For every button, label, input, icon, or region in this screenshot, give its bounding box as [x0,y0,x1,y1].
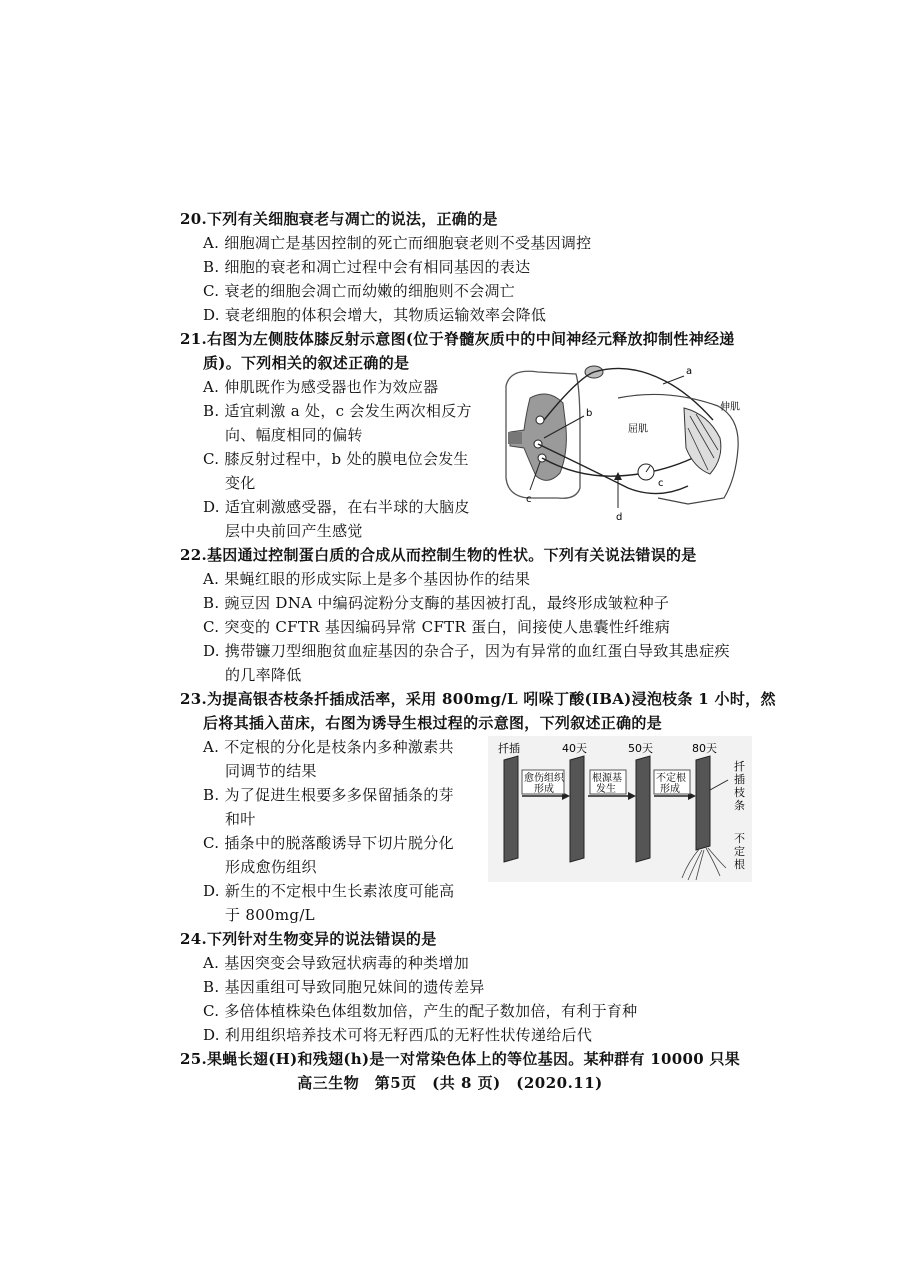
arrow-callus-label-1: 愈伤组织 [524,773,564,784]
side-label-top-2: 插 [734,773,745,786]
q20-option-c: C. 衰老的细胞会凋亡而幼嫩的细胞则不会凋亡 [203,282,516,300]
q22-option-b: B. 豌豆因 DNA 中编码淀粉分支酶的基因被打乱，最终形成皱粒种子 [203,594,670,612]
stage-label-cutting: 扦插 [498,742,520,755]
side-label-top-1: 扦 [734,760,745,773]
arrow-primordium-label-2: 发生 [596,784,616,795]
label-flexor: 屈肌 [628,424,648,435]
knee-reflex-figure [488,358,753,524]
q24-option-c: C. 多倍体植株染色体组数加倍，产生的配子数加倍，有利于育种 [203,1002,638,1020]
stage-label-80d: 80天 [692,742,717,755]
arrow-primordium-label-1: 根源基 [592,773,622,784]
stem-cutting [504,756,518,862]
q23-option-b-line2: 和叶 [225,810,256,828]
central-canal [508,432,522,444]
q21-stem-line2: 质)。下列相关的叙述正确的是 [203,354,410,372]
stem-50d [636,756,650,862]
stem-80d [696,756,710,850]
q24-option-a: A. 基因突变会导致冠状病毒的种类增加 [203,954,470,972]
q21-stem-line1: 21.右图为左侧肢体膝反射示意图(位于脊髓灰质中的中间神经元释放抑制性神经递 [180,330,735,348]
side-label-top-3: 枝 [734,786,745,799]
arrow-callus-label-2: 形成 [534,784,554,795]
side-label-bottom-1: 不 [734,832,745,845]
q20-stem: 20.下列有关细胞衰老与凋亡的说法，正确的是 [180,210,498,228]
q23-option-d-line2: 于 800mg/L [225,906,315,924]
q23-stem-line2: 后将其插入苗床，右图为诱导生根过程的示意图，下列叙述正确的是 [203,714,663,732]
q22-option-d-line1: D. 携带镰刀型细胞贫血症基因的杂合子，因为有异常的血红蛋白导致其患症疾 [203,642,730,660]
q21-option-c-line2: 变化 [225,474,256,492]
q23-option-c-line1: C. 插条中的脱落酸诱导下切片脱分化 [203,834,454,852]
side-label-bottom-3: 根 [734,858,745,871]
q23-option-b-line1: B. 为了促进生根要多多保留插条的芽 [203,786,454,804]
q23-option-a-line2: 同调节的结果 [225,762,317,780]
q24-option-d: D. 利用组织培养技术可将无籽西瓜的无籽性状传递给后代 [203,1026,593,1044]
q23-option-d-line1: D. 新生的不定根中生长素浓度可能高 [203,882,455,900]
q23-option-a-line1: A. 不定根的分化是枝条内多种激素共 [203,738,454,756]
rooting-process-figure [488,736,752,882]
stage-label-50d: 50天 [628,742,653,755]
q23-option-c-line2: 形成愈伤组织 [225,858,317,876]
q22-option-d-line2: 的几率降低 [225,666,302,684]
label-a: a [686,366,693,377]
page-footer: 高三生物 第5页 (共 8 页) (2020.11) [297,1074,603,1092]
q25-stem: 25.果蝇长翅(H)和残翅(h)是一对常染色体上的等位基因。某种群有 10000 只果 [180,1050,741,1068]
q24-stem: 24.下列针对生物变异的说法错误的是 [180,930,437,948]
q22-stem: 22.基因通过控制蛋白质的合成从而控制生物的性状。下列有关说法错误的是 [180,546,697,564]
q24-option-b: B. 基因重组可导致同胞兄妹间的遗传差异 [203,978,485,996]
neuron-body-1 [536,416,544,424]
q21-option-d-line2: 层中央前回产生感觉 [225,522,363,540]
label-c-right: c [658,478,664,489]
q21-option-a: A. 伸肌既作为感受器也作为效应器 [203,378,439,396]
side-label-top-4: 条 [734,799,745,812]
label-b: b [586,408,593,419]
q21-option-b-line1: B. 适宜刺激 a 处，c 会发生两次相反方 [203,402,472,420]
arrow-root-label-1: 不定根 [656,773,686,784]
arrow-root-label-2: 形成 [660,784,680,795]
q20-option-b: B. 细胞的衰老和凋亡过程中会有相同基因的表达 [203,258,531,276]
label-c-left: c [526,494,532,505]
q20-option-d: D. 衰老细胞的体积会增大，其物质运输效率会降低 [203,306,547,324]
label-extensor: 伸肌 [720,402,740,413]
side-label-bottom-2: 定 [734,845,745,858]
label-d: d [616,512,623,523]
stage-label-40d: 40天 [562,742,587,755]
q21-option-c-line1: C. 膝反射过程中，b 处的膜电位会发生 [203,450,469,468]
q21-option-b-line2: 向、幅度相同的偏转 [225,426,363,444]
stem-40d [570,756,584,862]
q21-option-d-line1: D. 适宜刺激感受器，在右半球的大脑皮 [203,498,470,516]
q20-option-a: A. 细胞凋亡是基因控制的死亡而细胞衰老则不受基因调控 [203,234,592,252]
q23-stem-line1: 23.为提高银杏枝条扦插成活率，采用 800mg/L 吲哚丁酸(IBA)浸泡枝条 1 小时，然 [180,690,776,708]
q22-option-c: C. 突变的 CFTR 基因编码异常 CFTR 蛋白，间接使人患囊性纤维病 [203,618,671,636]
q22-option-a: A. 果蝇红眼的形成实际上是多个基因协作的结果 [203,570,531,588]
